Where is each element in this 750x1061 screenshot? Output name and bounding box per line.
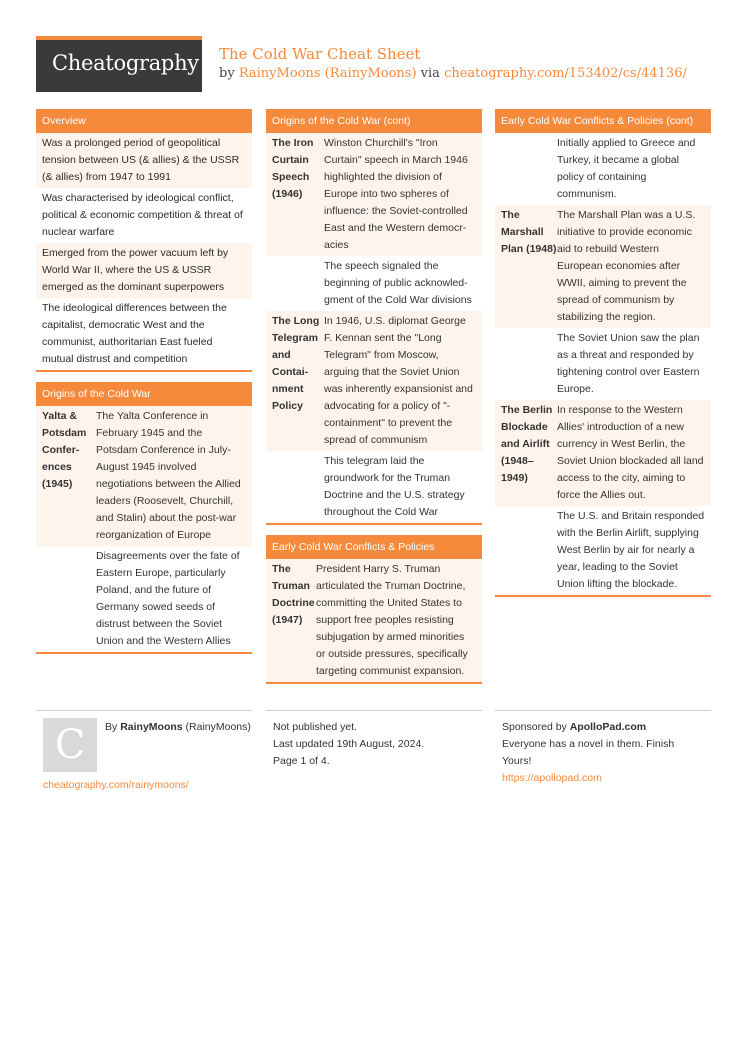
footer-author-link[interactable]: cheatography.com/rainymoons/ xyxy=(43,779,189,791)
byline xyxy=(219,66,687,81)
section-overview xyxy=(36,109,252,372)
section-title: Origins of the Cold War xyxy=(36,382,252,406)
row-text: Disagreements over the fate of Eastern Europe, particularly Poland, and the future of Germany sowed seeds of distrust between the Soviet Union and the Western Allies xyxy=(96,550,240,647)
row-label: The Marshall Plan (1948) xyxy=(501,209,557,255)
table-row xyxy=(36,546,252,652)
sponsor-link[interactable]: https://apollopad.com xyxy=(502,772,602,784)
section-title: Early Cold War Conflicts & Policies (cont) xyxy=(495,109,711,133)
section-early-conflicts-cont xyxy=(495,109,711,597)
row-text: The U.S. and Britain responded with the Berlin Airlift, supplying West Berlin by air for nearly a year, leading to the Soviet Union lifting the blockade. xyxy=(557,510,705,590)
footer-author-paren: (RainyMoons) xyxy=(185,721,251,733)
footer-author-name: RainyMoons xyxy=(120,721,183,733)
row-text: Initially applied to Greece and Turkey, it became a global policy of containing communism. xyxy=(557,137,696,200)
author-link[interactable]: RainyMoons (RainyMoons) xyxy=(238,66,417,81)
row-label: Yalta & Potsdam Conferences (1945) xyxy=(42,410,87,490)
list-item: Was a prolonged period of geopolitical tension between US (& allies) & the USSR (& allies) from 1947 to 1991 xyxy=(36,133,252,188)
table-row xyxy=(495,205,711,328)
section-origins xyxy=(36,382,252,654)
table-row xyxy=(36,406,252,546)
row-text: President Harry S. Truman articulated the Truman Doctrine, committing the United States to support free peoples resisting subjugation by armed minorities or outside pressures, specifically targeting communist expansion. xyxy=(316,563,468,677)
row-text: The speech signaled the beginning of public acknowledgment of the Cold War divisions xyxy=(324,260,472,306)
row-label: The Berlin Blockade and Airlift (1948–1949) xyxy=(501,404,553,484)
row-label xyxy=(501,330,557,398)
row-label xyxy=(501,135,557,203)
row-text: The Marshall Plan was a U.S. initiative to provide economic aid to rebuild Western European economies after WWII, aiming to prevent the spread of communism by stabilizing the region. xyxy=(557,209,696,323)
table-row xyxy=(495,400,711,506)
column-3 xyxy=(495,109,711,607)
row-label: The Long Telegram and Containment Policy xyxy=(272,315,320,412)
section-title: Overview xyxy=(36,109,252,133)
row-text: In response to the Western Allies' introduction of a new currency in West Berlin, the Soviet Union blockaded all land access to the city, aiming to force the Allies out. xyxy=(557,404,704,501)
table-row xyxy=(266,256,482,311)
table-row xyxy=(266,133,482,256)
footer-author xyxy=(105,719,251,736)
footer-updated: Last updated 19th August, 2024. xyxy=(273,738,425,750)
footer-page: Page 1 of 4. xyxy=(273,755,330,767)
column-2 xyxy=(266,109,482,694)
row-label: The Iron Curtain Speech (1946) xyxy=(272,137,314,200)
sponsored-by-text: Sponsored by xyxy=(502,721,567,733)
table-row xyxy=(266,559,482,682)
section-title: Origins of the Cold War (cont) xyxy=(266,109,482,133)
row-label xyxy=(501,508,557,593)
footer-sponsor xyxy=(502,719,646,736)
footer-published: Not published yet. xyxy=(273,721,358,733)
row-label xyxy=(272,453,324,521)
sheet-url-link[interactable]: cheatography.com/153402/cs/44136/ xyxy=(444,66,687,81)
row-text: In 1946, U.S. diplomat George F. Kennan sent the "Long Telegram" from Moscow, arguing that the Soviet Union was inherently expansionist and advocating for a policy of "containment" to prevent the spread of communism xyxy=(324,315,473,446)
list-item: The ideological differences between the capitalist, democratic West and the communist, authoritarian East fueled mutual distrust and competition xyxy=(42,302,227,365)
table-row xyxy=(266,451,482,523)
column-1 xyxy=(36,109,252,664)
row-text: The Soviet Union saw the plan as a threat and responded by tightening control over Eastern Europe. xyxy=(557,332,700,395)
table-row xyxy=(266,311,482,451)
page-title: The Cold War Cheat Sheet xyxy=(219,45,421,63)
footer-divider xyxy=(495,710,711,711)
footer-by: By xyxy=(105,721,118,733)
section-title: Early Cold War Conflicts & Policies xyxy=(266,535,482,559)
avatar: C xyxy=(43,718,97,772)
list-item: Emerged from the power vacuum left by World War II, where the US & USSR emerged as the dominant superpowers xyxy=(36,243,252,298)
by-text: by xyxy=(219,66,235,81)
via-text: via xyxy=(420,66,440,81)
sponsor-name[interactable]: ApolloPad.com xyxy=(569,721,647,733)
row-text: This telegram laid the groundwork for the Truman Doctrine and the U.S. strategy throughout the Cold War xyxy=(324,455,465,518)
row-label xyxy=(272,258,324,309)
section-early-conflicts xyxy=(266,535,482,684)
footer-divider xyxy=(266,710,482,711)
row-label xyxy=(42,548,96,650)
cheatography-logo[interactable] xyxy=(36,36,202,92)
row-text: Winston Churchill's "Iron Curtain" speech in March 1946 highlighted the division of Europe into two spheres of influence: the Soviet-controlled East and the Western democracies xyxy=(324,137,468,251)
logo-text: Cheatography xyxy=(52,51,199,75)
list-item: Was characterised by ideological conflict, political & economic competition & threat of nuclear warfare xyxy=(42,192,243,238)
footer-divider xyxy=(36,710,252,711)
section-origins-cont xyxy=(266,109,482,525)
row-text: The Yalta Conference in February 1945 and the Potsdam Conference in July-August 1945 involved negotiations between the Allied leaders (Roosevelt, Churchill, and Stalin) about the post-war reorganization of Europe xyxy=(96,410,241,541)
table-row xyxy=(495,506,711,595)
table-row xyxy=(495,328,711,400)
row-label: The Truman Doctrine (1947) xyxy=(272,563,315,626)
sponsor-text: Everyone has a novel in them. Finish Yours! xyxy=(502,738,675,767)
table-row xyxy=(495,133,711,205)
